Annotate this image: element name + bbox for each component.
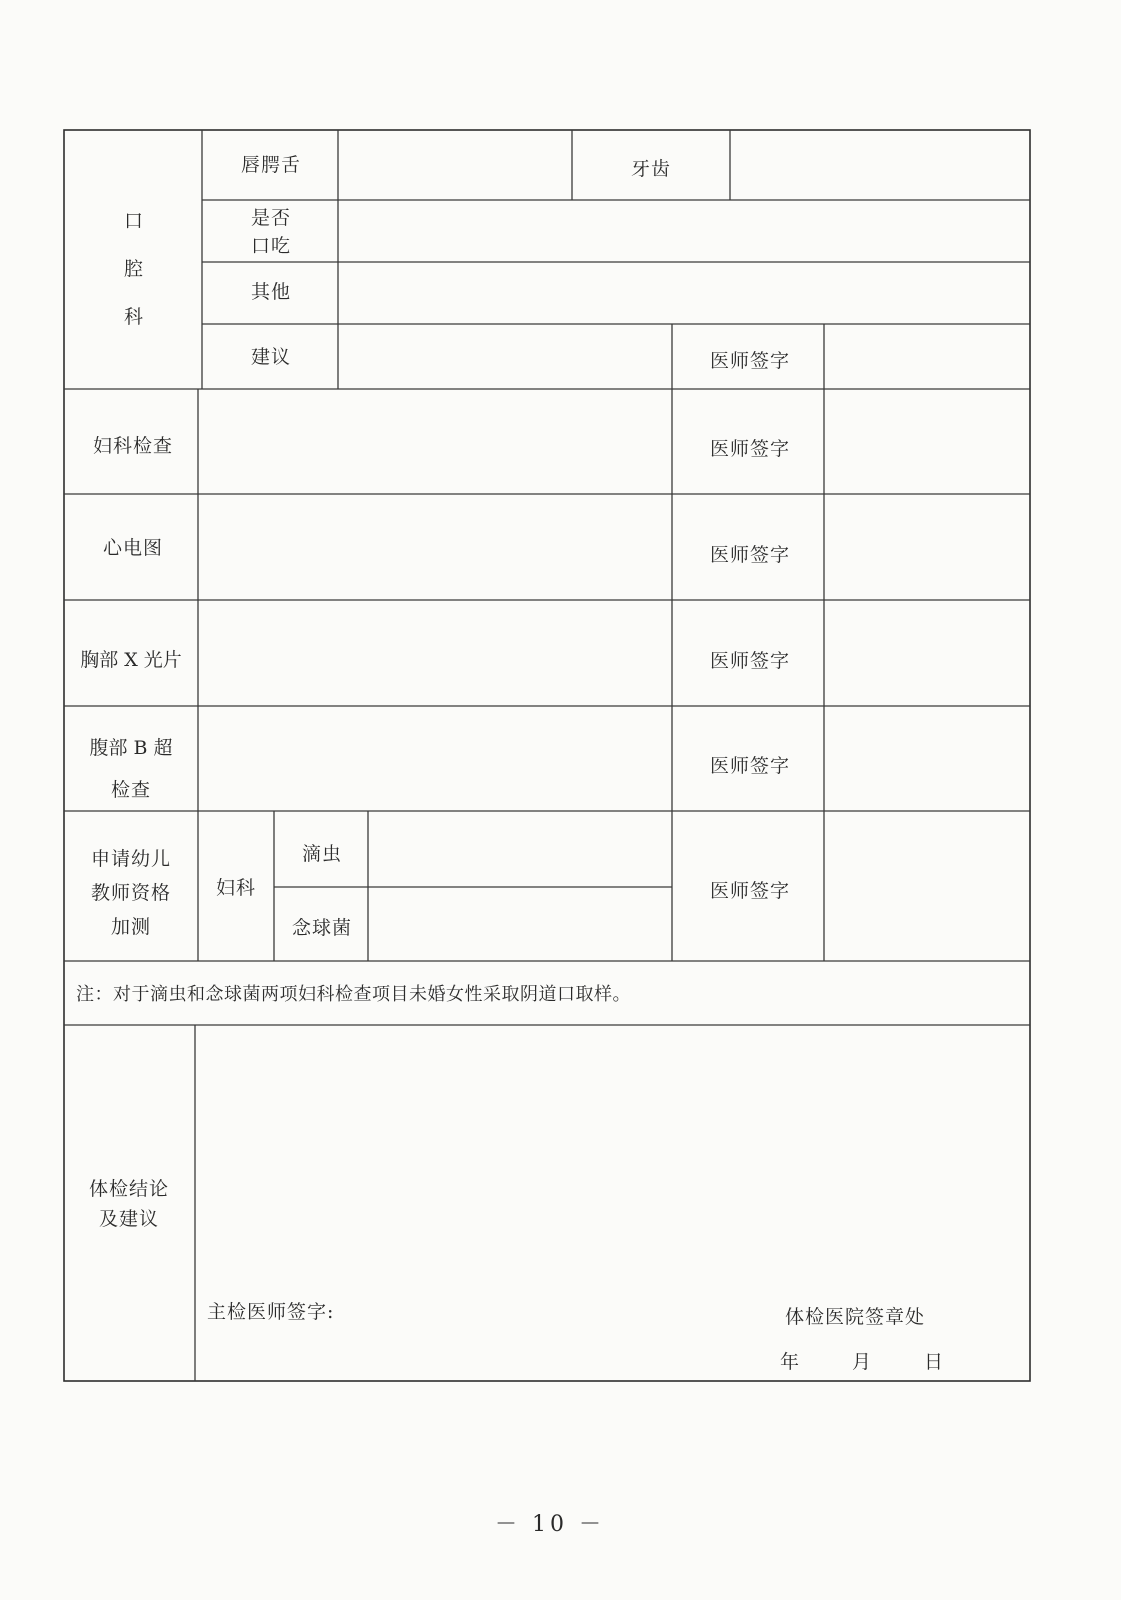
date-month-label: 月: [852, 1351, 873, 1373]
kindergarten-doctor-sign-label: 医师签字: [709, 880, 791, 902]
abdominal-ultrasound-line-1: 腹部 B 超: [89, 737, 173, 759]
form-border: [64, 130, 1030, 1381]
kindergarten-extra-line-2: 教师资格: [90, 882, 172, 904]
kindergarten-extra-label: [91, 842, 171, 944]
abdominal-ultrasound-line-2: 检查: [110, 779, 152, 801]
page-number: － 10 －: [495, 1512, 605, 1537]
sampling-note: 注：对于滴虫和念球菌两项妇科检查项目未婚女性采取阴道口取样。: [76, 984, 631, 1005]
oral-doctor-sign-label: 医师签字: [709, 350, 791, 372]
conclusion-line-1: 体检结论: [88, 1178, 170, 1200]
chest-xray-label: 胸部 X 光片: [80, 649, 182, 671]
kindergarten-extra-line-1: 申请幼儿: [90, 848, 172, 870]
conclusion-line-2: 及建议: [98, 1208, 160, 1230]
other-label: 其他: [250, 281, 292, 303]
abdominal-ultrasound-doctor-sign-label: 医师签字: [709, 755, 791, 777]
lips-gums-tongue-label: 唇腭舌: [240, 154, 302, 176]
kindergarten-extra-line-3: 加测: [110, 916, 152, 938]
advice-label: 建议: [250, 346, 292, 368]
oral-section-char-1: 口: [123, 210, 145, 232]
gynecology-label: 妇科检查: [92, 435, 174, 457]
oral-section-char-3: 科: [123, 306, 145, 328]
kindergarten-gyn-label: 妇科: [215, 877, 257, 899]
chest-xray-doctor-sign-label: 医师签字: [709, 650, 791, 672]
ecg-label: 心电图: [102, 537, 164, 559]
stutter-line-1: 是否: [250, 207, 292, 229]
stutter-line-2: 口吃: [250, 235, 292, 257]
teeth-label: 牙齿: [630, 158, 672, 180]
ecg-doctor-sign-label: 医师签字: [709, 544, 791, 566]
gynecology-doctor-sign-label: 医师签字: [709, 438, 791, 460]
oral-section-char-2: 腔: [123, 258, 145, 280]
date-year-label: 年: [780, 1351, 801, 1373]
conclusion-label: [89, 1174, 169, 1234]
candida-label: 念球菌: [291, 917, 353, 939]
stutter-label: [251, 204, 291, 260]
oral-section-label: [124, 204, 144, 334]
date-day-label: 日: [924, 1351, 945, 1373]
hospital-stamp-label: 体检医院签章处: [785, 1306, 926, 1328]
abdominal-ultrasound-label: [89, 727, 172, 811]
trichomonas-label: 滴虫: [301, 843, 343, 865]
chief-doctor-sign-label: 主检医师签字:: [207, 1301, 335, 1323]
